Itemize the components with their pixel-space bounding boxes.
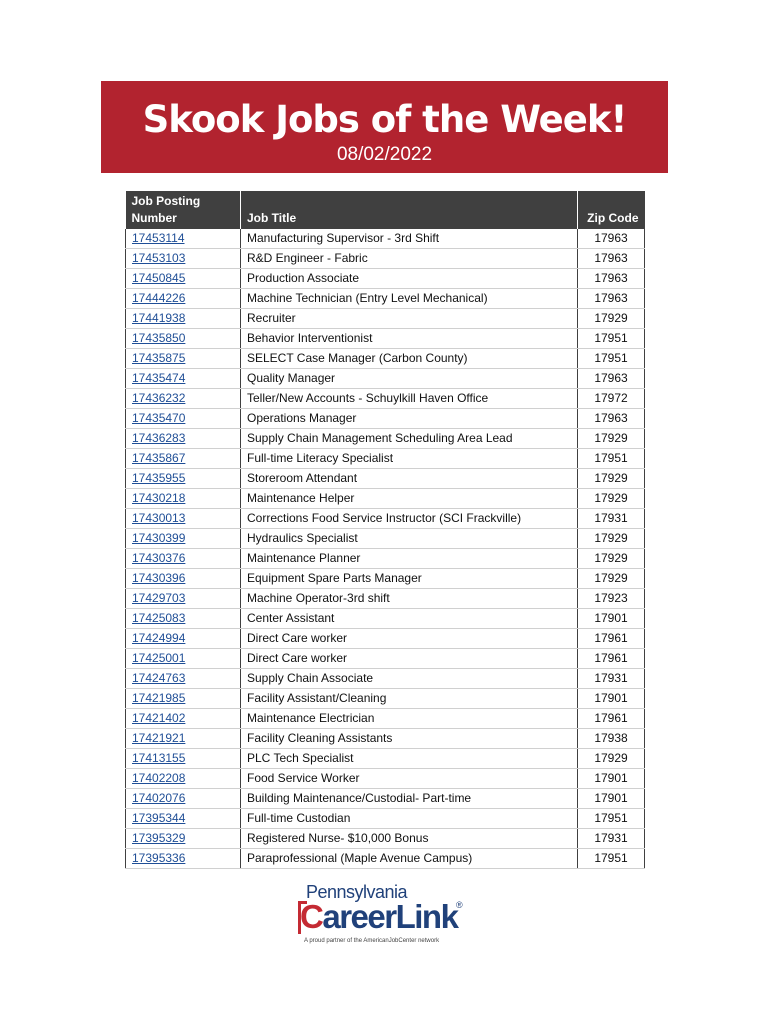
job-posting-number-link[interactable]: 17435474 [126, 369, 241, 389]
zip-code-cell: 17931 [578, 829, 645, 849]
job-posting-number-link[interactable]: 17430396 [126, 569, 241, 589]
job-posting-number-link[interactable]: 17402208 [126, 769, 241, 789]
column-header-posting-number [126, 191, 241, 229]
zip-code-cell: 17929 [578, 749, 645, 769]
zip-code-cell: 17963 [578, 229, 645, 249]
zip-code-cell: 17972 [578, 389, 645, 409]
table-row [126, 729, 645, 749]
zip-code-cell: 17961 [578, 709, 645, 729]
job-posting-number-link[interactable]: 17395329 [126, 829, 241, 849]
job-posting-number-link[interactable]: 17435850 [126, 329, 241, 349]
table-row [126, 849, 645, 869]
zip-code-cell: 17901 [578, 609, 645, 629]
zip-code-cell: 17938 [578, 729, 645, 749]
zip-code-cell: 17963 [578, 409, 645, 429]
table-row [126, 449, 645, 469]
job-title-cell: Machine Operator-3rd shift [241, 589, 578, 609]
job-posting-number-link[interactable]: 17450845 [126, 269, 241, 289]
job-title-cell: Equipment Spare Parts Manager [241, 569, 578, 589]
table-row [126, 809, 645, 829]
zip-code-cell: 17963 [578, 249, 645, 269]
zip-code-cell: 17901 [578, 769, 645, 789]
job-posting-number-link[interactable]: 17453103 [126, 249, 241, 269]
job-title-cell: Recruiter [241, 309, 578, 329]
job-title-cell: Building Maintenance/Custodial- Part-time [241, 789, 578, 809]
table-header-row [126, 191, 645, 229]
table-row [126, 589, 645, 609]
zip-code-cell: 17929 [578, 549, 645, 569]
zip-code-cell: 17963 [578, 369, 645, 389]
job-title-cell: Full-time Literacy Specialist [241, 449, 578, 469]
job-posting-number-link[interactable]: 17424994 [126, 629, 241, 649]
job-title-cell: Supply Chain Management Scheduling Area Lead [241, 429, 578, 449]
job-title-cell: Supply Chain Associate [241, 669, 578, 689]
header-banner [101, 81, 668, 173]
job-title-cell: Corrections Food Service Instructor (SCI Frackville) [241, 509, 578, 529]
job-posting-number-link[interactable]: 17435875 [126, 349, 241, 369]
job-posting-number-link[interactable]: 17421402 [126, 709, 241, 729]
careerlink-logo [296, 882, 474, 952]
table-row [126, 389, 645, 409]
jobs-table [125, 191, 645, 869]
job-posting-number-link[interactable]: 17402076 [126, 789, 241, 809]
column-header-job-title: Job Title [241, 191, 578, 229]
job-posting-number-link[interactable]: 17421921 [126, 729, 241, 749]
zip-code-cell: 17951 [578, 849, 645, 869]
job-title-cell: Behavior Interventionist [241, 329, 578, 349]
zip-code-cell: 17951 [578, 449, 645, 469]
table-row [126, 249, 645, 269]
registered-mark: ® [456, 900, 463, 910]
posting-header-line1: Job Posting [131, 194, 201, 208]
job-title-cell: Production Associate [241, 269, 578, 289]
job-posting-number-link[interactable]: 17435470 [126, 409, 241, 429]
table-row [126, 649, 645, 669]
zip-code-cell: 17929 [578, 489, 645, 509]
table-row [126, 229, 645, 249]
table-row [126, 529, 645, 549]
job-title-cell: Maintenance Helper [241, 489, 578, 509]
job-posting-number-link[interactable]: 17429703 [126, 589, 241, 609]
table-row [126, 369, 645, 389]
job-title-cell: Manufacturing Supervisor - 3rd Shift [241, 229, 578, 249]
job-posting-number-link[interactable]: 17430376 [126, 549, 241, 569]
job-title-cell: Facility Cleaning Assistants [241, 729, 578, 749]
table-row [126, 469, 645, 489]
job-title-cell: Teller/New Accounts - Schuylkill Haven Office [241, 389, 578, 409]
job-title-cell: Facility Assistant/Cleaning [241, 689, 578, 709]
job-title-cell: Full-time Custodian [241, 809, 578, 829]
job-posting-number-link[interactable]: 17425083 [126, 609, 241, 629]
job-posting-number-link[interactable]: 17430013 [126, 509, 241, 529]
job-title-cell: Maintenance Electrician [241, 709, 578, 729]
job-posting-number-link[interactable]: 17444226 [126, 289, 241, 309]
job-title-cell: Direct Care worker [241, 629, 578, 649]
job-title-cell: Paraprofessional (Maple Avenue Campus) [241, 849, 578, 869]
job-title-cell: Quality Manager [241, 369, 578, 389]
job-title-cell: Maintenance Planner [241, 549, 578, 569]
job-posting-number-link[interactable]: 17395344 [126, 809, 241, 829]
table-row [126, 749, 645, 769]
table-row [126, 269, 645, 289]
table-row [126, 349, 645, 369]
zip-code-cell: 17951 [578, 329, 645, 349]
zip-code-cell: 17929 [578, 429, 645, 449]
table-row [126, 629, 645, 649]
job-posting-number-link[interactable]: 17435955 [126, 469, 241, 489]
logo-wordmark [300, 898, 457, 936]
job-title-cell: Machine Technician (Entry Level Mechanical) [241, 289, 578, 309]
table-row [126, 489, 645, 509]
table-body [126, 229, 645, 869]
job-posting-number-link[interactable]: 17436283 [126, 429, 241, 449]
zip-code-cell: 17961 [578, 649, 645, 669]
logo-first-letter: C [300, 898, 323, 935]
job-posting-number-link[interactable]: 17425001 [126, 649, 241, 669]
table-row [126, 289, 645, 309]
job-title-cell: Center Assistant [241, 609, 578, 629]
job-posting-number-link[interactable]: 17441938 [126, 309, 241, 329]
zip-code-cell: 17901 [578, 789, 645, 809]
zip-code-cell: 17931 [578, 669, 645, 689]
table-row [126, 429, 645, 449]
job-title-cell: Registered Nurse- $10,000 Bonus [241, 829, 578, 849]
table-row [126, 709, 645, 729]
page-date: 08/02/2022 [336, 144, 433, 165]
zip-code-cell: 17929 [578, 569, 645, 589]
zip-code-cell: 17963 [578, 269, 645, 289]
logo-tagline: A proud partner of the AmericanJobCenter network [304, 938, 440, 944]
zip-code-cell: 17901 [578, 689, 645, 709]
zip-code-cell: 17929 [578, 469, 645, 489]
job-title-cell: Food Service Worker [241, 769, 578, 789]
zip-code-cell: 17929 [578, 529, 645, 549]
job-posting-number-link[interactable]: 17430218 [126, 489, 241, 509]
column-header-zip-code: Zip Code [578, 191, 645, 229]
zip-code-cell: 17963 [578, 289, 645, 309]
table-row [126, 769, 645, 789]
job-posting-number-link[interactable]: 17436232 [126, 389, 241, 409]
page-title: Skook Jobs of the Week! [142, 98, 627, 141]
zip-code-cell: 17929 [578, 309, 645, 329]
job-title-cell: SELECT Case Manager (Carbon County) [241, 349, 578, 369]
logo-name-rest: areerLink [322, 898, 458, 935]
job-posting-number-link[interactable]: 17453114 [126, 229, 241, 249]
table-row [126, 789, 645, 809]
table-row [126, 569, 645, 589]
job-posting-number-link[interactable]: 17413155 [126, 749, 241, 769]
posting-header-line2: Number [131, 211, 177, 225]
zip-code-cell: 17961 [578, 629, 645, 649]
job-title-cell: PLC Tech Specialist [241, 749, 578, 769]
job-posting-number-link[interactable]: 17435867 [126, 449, 241, 469]
zip-code-cell: 17951 [578, 349, 645, 369]
job-posting-number-link[interactable]: 17421985 [126, 689, 241, 709]
zip-code-cell: 17951 [578, 809, 645, 829]
table-row [126, 829, 645, 849]
zip-code-cell: 17923 [578, 589, 645, 609]
table-row [126, 689, 645, 709]
table-row [126, 309, 645, 329]
logo-state-text: Pennsylvania [306, 882, 408, 902]
job-posting-number-link[interactable]: 17430399 [126, 529, 241, 549]
table-row [126, 609, 645, 629]
table-row [126, 549, 645, 569]
job-posting-number-link[interactable]: 17424763 [126, 669, 241, 689]
table-row [126, 409, 645, 429]
job-title-cell: Storeroom Attendant [241, 469, 578, 489]
job-title-cell: Direct Care worker [241, 649, 578, 669]
job-title-cell: Operations Manager [241, 409, 578, 429]
table-row [126, 329, 645, 349]
table-row [126, 669, 645, 689]
table-row [126, 509, 645, 529]
job-title-cell: Hydraulics Specialist [241, 529, 578, 549]
job-posting-number-link[interactable]: 17395336 [126, 849, 241, 869]
zip-code-cell: 17931 [578, 509, 645, 529]
job-title-cell: R&D Engineer - Fabric [241, 249, 578, 269]
